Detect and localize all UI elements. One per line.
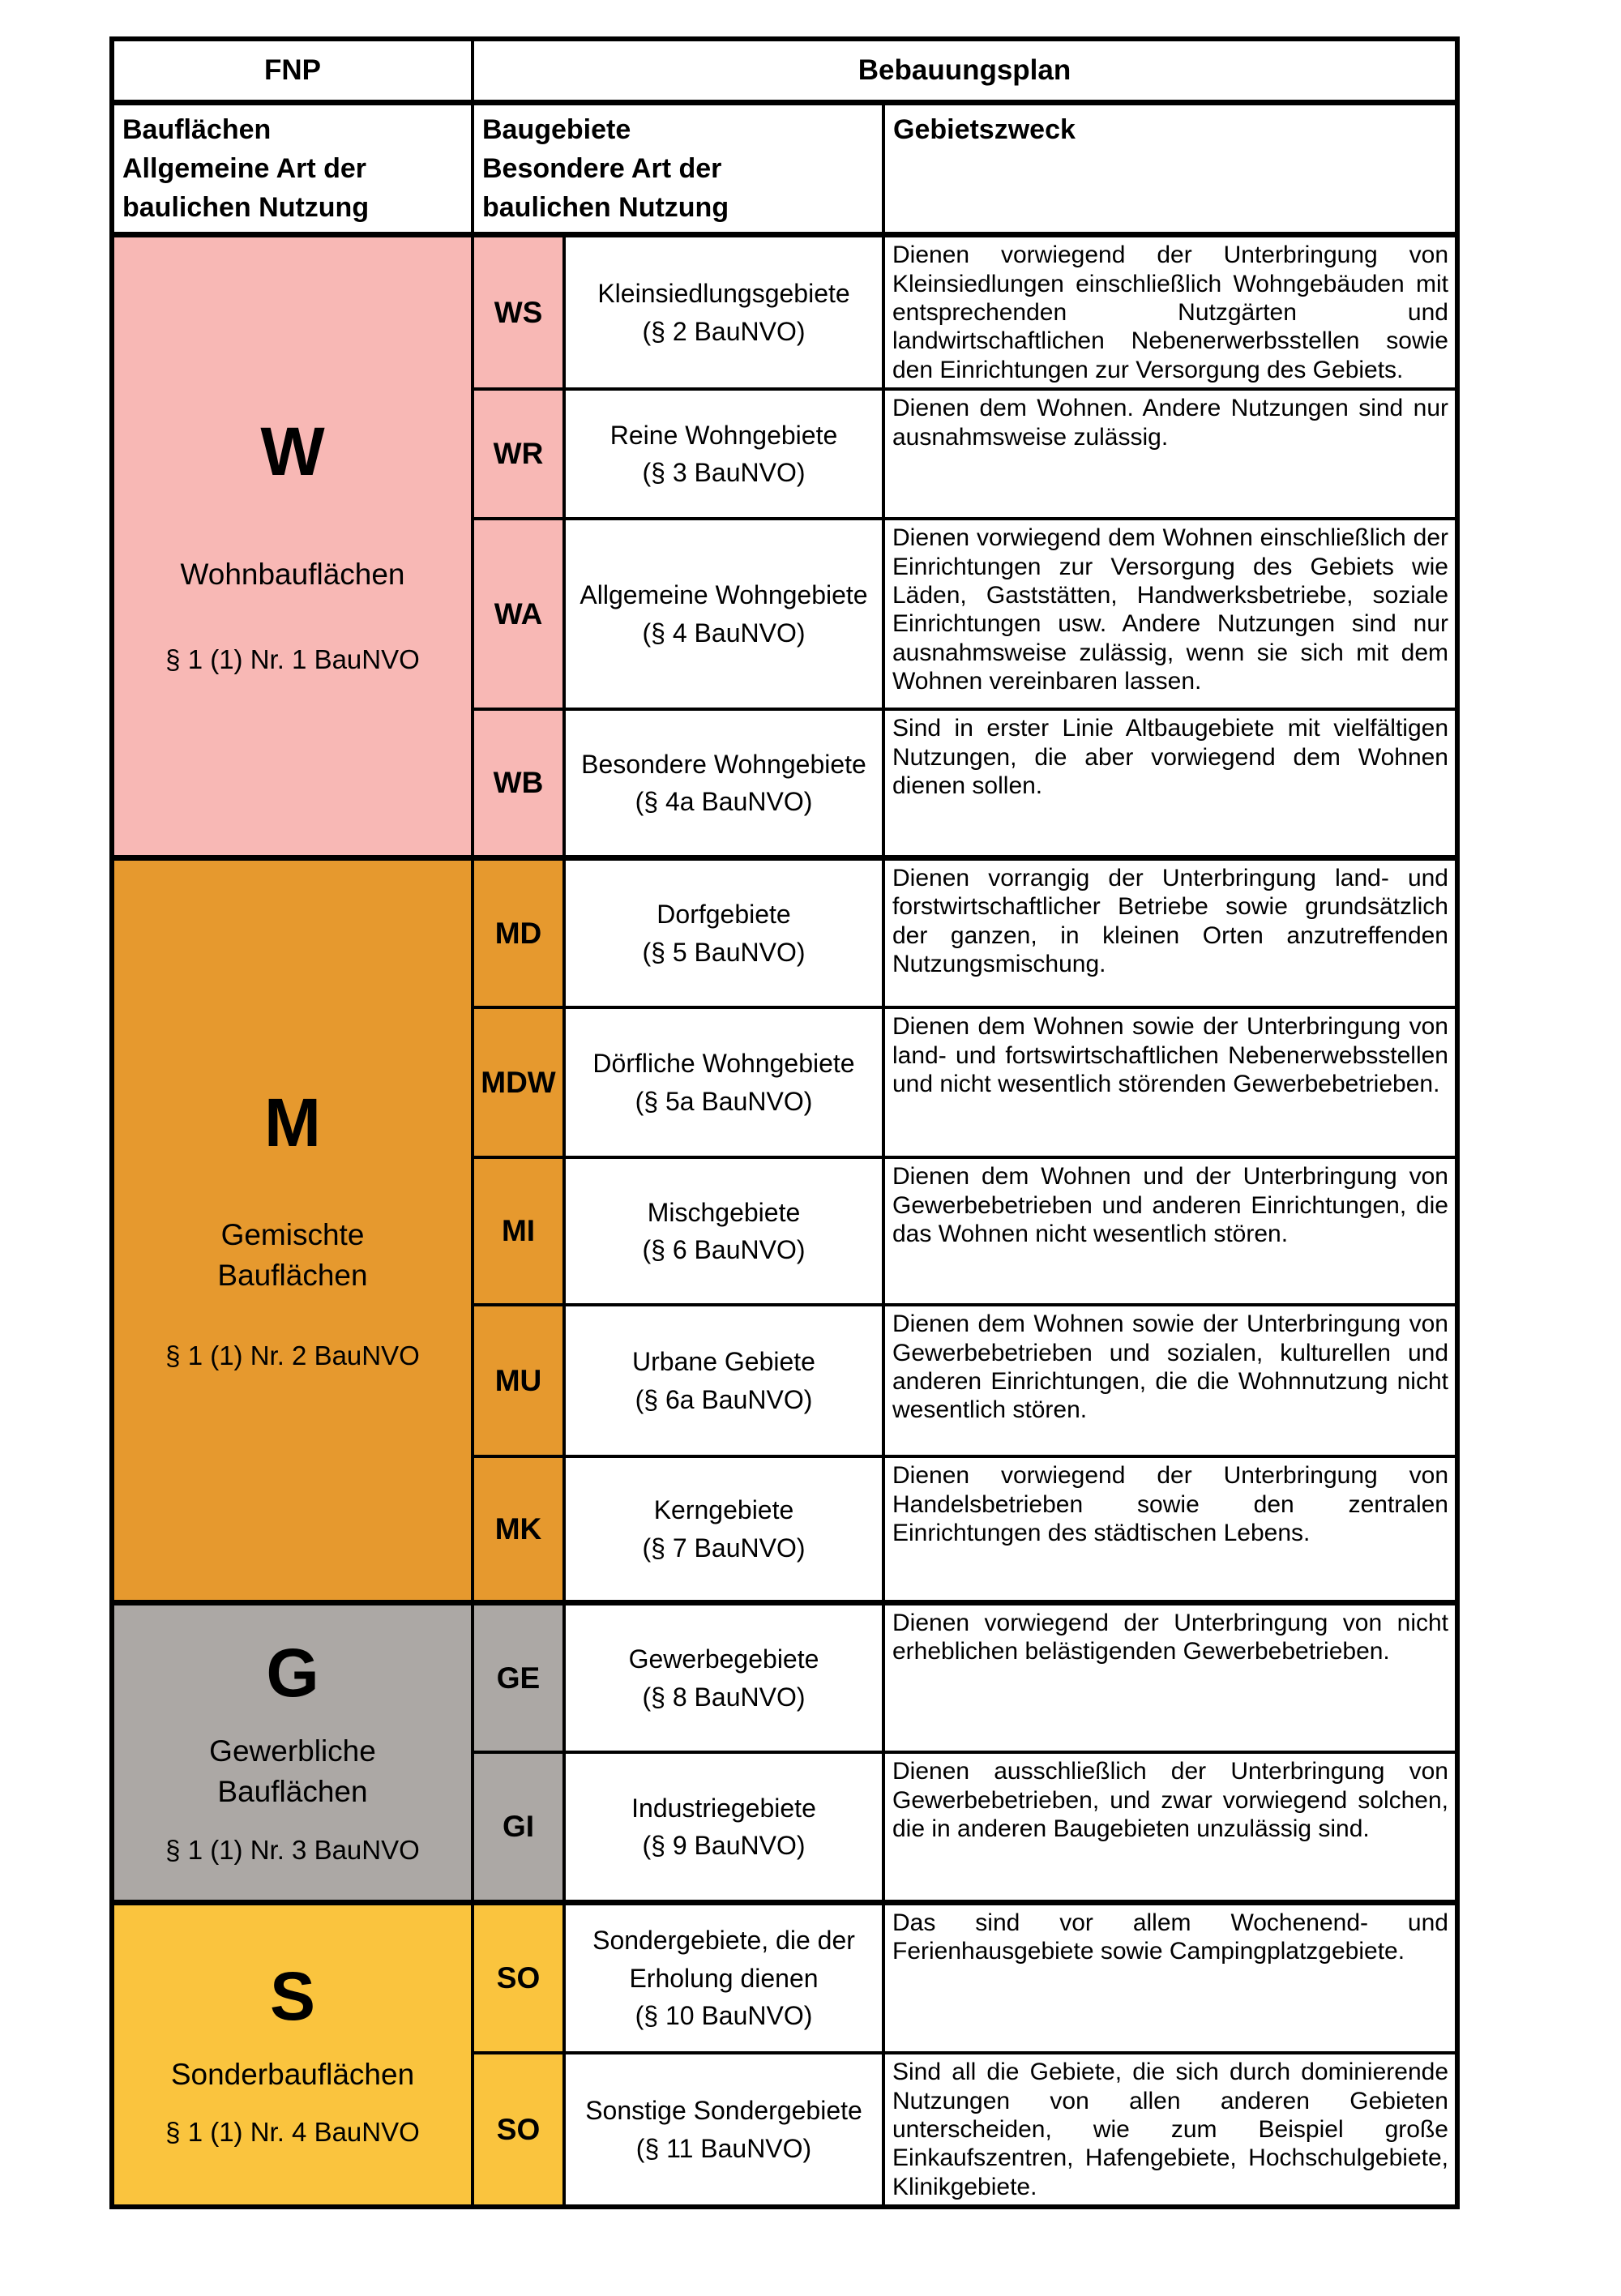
area-name-cell: Sondergebiete, die der Erholung dienen (§ 10 BauNVO) <box>564 1902 883 2053</box>
purpose-cell: Dienen dem Wohnen sowie der Unterbringung von Gewerbebetrieben und sozialen, kulturellen und anderen Einrichtungen, die die Wohnnutzung nicht wesentlich stören. <box>883 1305 1457 1456</box>
row-ws <box>112 235 1457 389</box>
subheader-line: Allgemeine Art der <box>122 152 367 184</box>
code-cell: GI <box>473 1752 564 1902</box>
section-letter: M <box>264 1084 321 1161</box>
section-name: Wohnbauflächen <box>180 557 405 591</box>
purpose-cell: Dienen dem Wohnen sowie der Unterbringung von land- und fortswirtschaftlichen Nebenerwebsstellen und nicht wesentlich störenden Gewerbebetrieben. <box>883 1007 1457 1157</box>
fnp-header: FNP <box>112 39 473 102</box>
subheader-line: baulichen Nutzung <box>122 192 370 224</box>
area-name-cell: Dörfliche Wohngebiete (§ 5a BauNVO) <box>564 1007 883 1157</box>
code-cell: MDW <box>473 1007 564 1157</box>
area-name-cell: Kleinsiedlungsgebiete (§ 2 BauNVO) <box>564 235 883 389</box>
bebauungsplan-header: Bebauungsplan <box>473 39 1457 102</box>
area-name-cell: Mischgebiete (§ 6 BauNVO) <box>564 1157 883 1305</box>
row-md <box>112 857 1457 1007</box>
code-cell: WR <box>473 389 564 519</box>
area-name-cell: Urbane Gebiete (§ 6a BauNVO) <box>564 1305 883 1456</box>
row-so-erholung <box>112 1902 1457 2053</box>
header-row <box>112 39 1457 102</box>
purpose-cell: Dienen vorrangig der Unterbringung land- und forstwirtschaftlicher Betriebe sowie grundsätzlich der ganzen, in kleinen Orten anzutreffenden Nutzungsmischung. <box>883 857 1457 1007</box>
purpose-cell: Dienen vorwiegend der Unterbringung von Kleinsiedlungen einschließlich Wohngebäuden mit entsprechenden Nutzgärten und landwirtschaftlichen Nebenerwerbsstellen sowie den Einrichtungen zur Versorgung des Gebiets. <box>883 235 1457 389</box>
column-header-baugebiete <box>473 102 883 235</box>
code-cell: GE <box>473 1602 564 1752</box>
code-cell: WS <box>473 235 564 389</box>
code-cell: WB <box>473 709 564 857</box>
section-law-ref: § 1 (1) Nr. 3 BauNVO <box>165 1835 420 1866</box>
purpose-cell: Dienen ausschließlich der Unterbringung von Gewerbebetrieben, und zwar vorwiegend solchen, die in anderen Baugebieten unzulässig sind. <box>883 1752 1457 1902</box>
code-cell: MI <box>473 1157 564 1305</box>
section-name: Gewerbliche Bauflächen <box>209 1734 376 1809</box>
area-name-cell: Kerngebiete (§ 7 BauNVO) <box>564 1456 883 1602</box>
section-name: Gemischte Bauflächen <box>217 1218 368 1293</box>
row-ge <box>112 1602 1457 1752</box>
code-cell: MK <box>473 1456 564 1602</box>
area-name-cell: Allgemeine Wohngebiete (§ 4 BauNVO) <box>564 519 883 709</box>
purpose-cell: Sind all die Gebiete, die sich durch dominierende Nutzungen von allen anderen Gebieten unterscheiden, wie zum Beispiel große Einkaufszentren, Hafengebiete, Hochschulgebiete, Klinikgebiete. <box>883 2053 1457 2207</box>
section-cell-m <box>112 857 473 1602</box>
code-cell: WA <box>473 519 564 709</box>
section-law-ref: § 1 (1) Nr. 2 BauNVO <box>165 1340 420 1371</box>
purpose-cell: Das sind vor allem Wochenend- und Ferienhausgebiete sowie Campingplatzgebiete. <box>883 1902 1457 2053</box>
purpose-cell: Sind in erster Linie Altbaugebiete mit vielfältigen Nutzungen, die aber vorwiegend dem Wohnen dienen sollen. <box>883 709 1457 857</box>
zoning-table <box>109 36 1460 2209</box>
section-letter: W <box>260 413 325 490</box>
purpose-cell: Dienen dem Wohnen und der Unterbringung von Gewerbebetrieben und anderen Einrichtungen, die das Wohnen nicht wesentlich stören. <box>883 1157 1457 1305</box>
area-name-cell: Dorfgebiete (§ 5 BauNVO) <box>564 857 883 1007</box>
column-header-bauflaechen <box>112 102 473 235</box>
area-name-cell: Besondere Wohngebiete (§ 4a BauNVO) <box>564 709 883 857</box>
code-cell: SO <box>473 2053 564 2207</box>
subheader-line: Bauflächen <box>122 113 272 145</box>
purpose-cell: Dienen vorwiegend dem Wohnen einschließlich der Einrichtungen zur Versorgung des Gebiets wie Läden, Gaststätten, Handwerksbetriebe, soziale Einrichtungen usw. Andere Nutzungen sind nur ausnahmsweise zulässig, wenn sie sich mit dem Wohnen vereinbaren lassen. <box>883 519 1457 709</box>
section-law-ref: § 1 (1) Nr. 1 BauNVO <box>165 644 420 675</box>
subheader-line: Baugebiete <box>482 113 631 145</box>
section-cell-s <box>112 1902 473 2207</box>
area-name-cell: Sonstige Sondergebiete (§ 11 BauNVO) <box>564 2053 883 2207</box>
code-cell: MD <box>473 857 564 1007</box>
subheader-line: baulichen Nutzung <box>482 192 729 224</box>
purpose-cell: Dienen vorwiegend der Unterbringung von Handelsbetrieben sowie den zentralen Einrichtungen des städtischen Lebens. <box>883 1456 1457 1602</box>
column-header-gebietszweck: Gebietszweck <box>883 102 1457 235</box>
section-letter: G <box>266 1635 319 1712</box>
purpose-cell: Dienen dem Wohnen. Andere Nutzungen sind nur ausnahmsweise zulässig. <box>883 389 1457 519</box>
area-name-cell: Gewerbegebiete (§ 8 BauNVO) <box>564 1602 883 1752</box>
section-law-ref: § 1 (1) Nr. 4 BauNVO <box>165 2117 420 2148</box>
code-cell: MU <box>473 1305 564 1456</box>
section-cell-g <box>112 1602 473 1902</box>
section-name: Sonderbauflächen <box>170 2057 415 2091</box>
subheader-line: Besondere Art der <box>482 152 722 184</box>
section-letter: S <box>269 1957 316 2034</box>
area-name-cell: Industriegebiete (§ 9 BauNVO) <box>564 1752 883 1902</box>
subheader-row <box>112 102 1457 235</box>
section-cell-w <box>112 235 473 857</box>
area-name-cell: Reine Wohngebiete (§ 3 BauNVO) <box>564 389 883 519</box>
code-cell: SO <box>473 1902 564 2053</box>
purpose-cell: Dienen vorwiegend der Unterbringung von nicht erheblichen belästigenden Gewerbebetrieben. <box>883 1602 1457 1752</box>
